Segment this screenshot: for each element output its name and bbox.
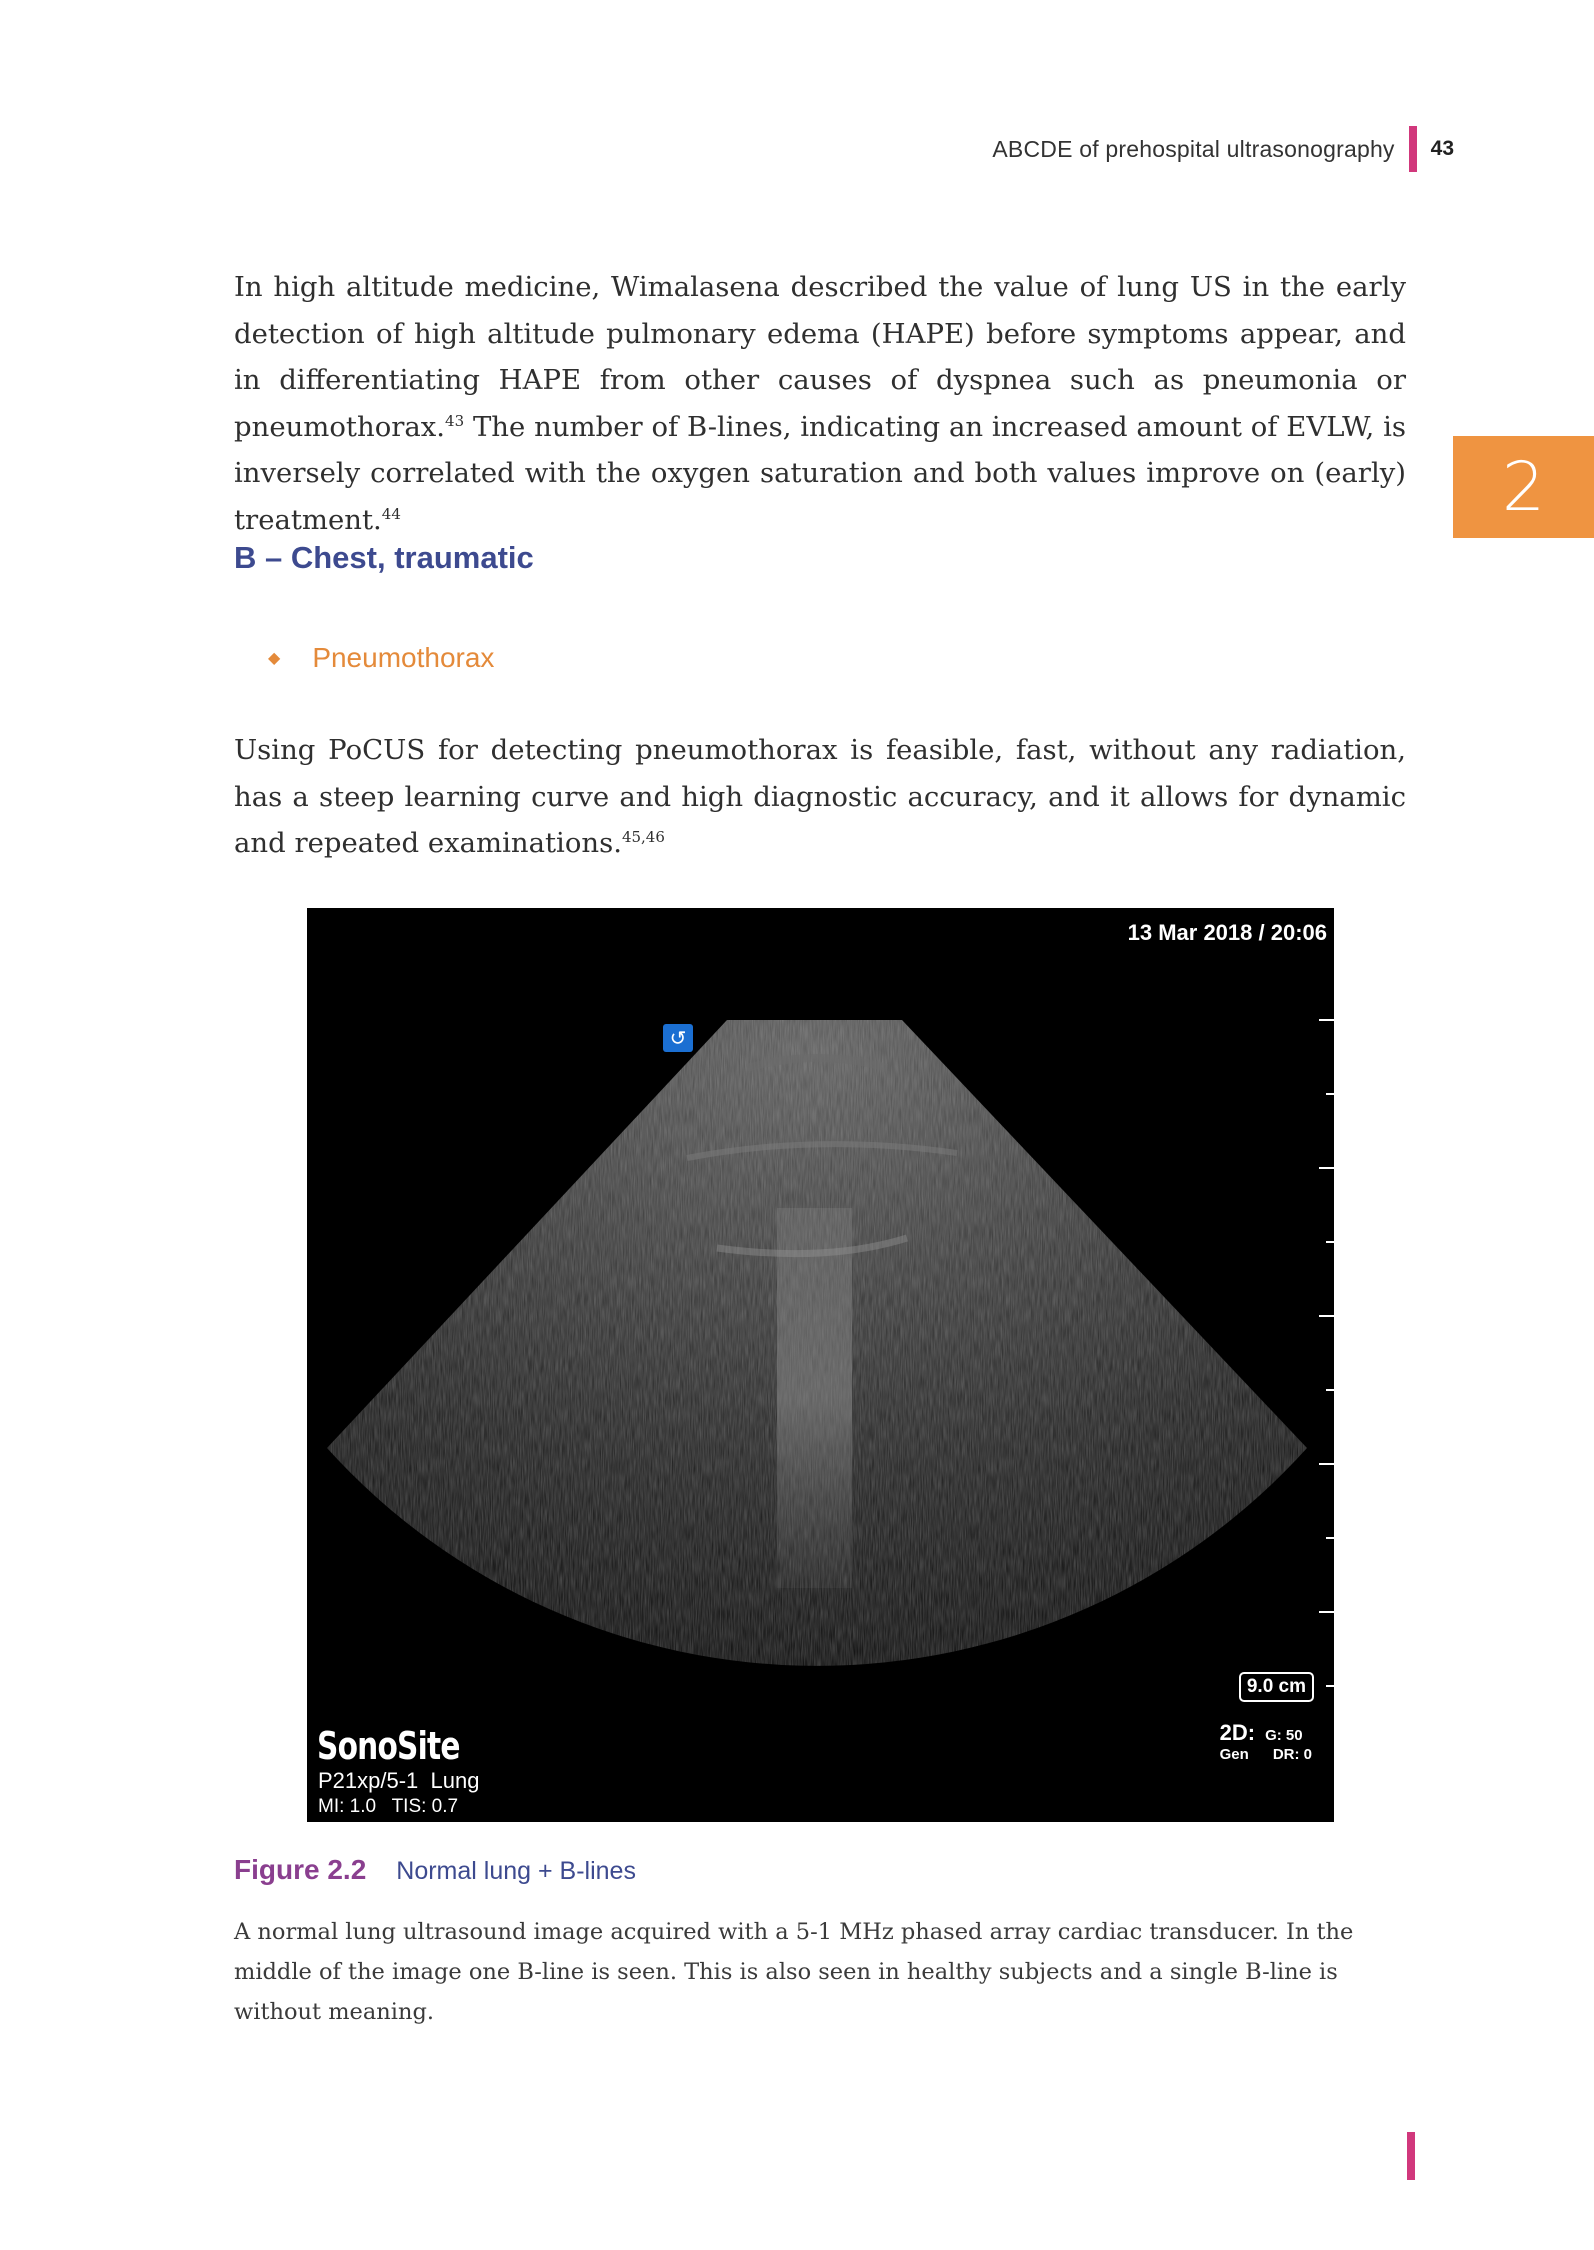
paragraph-text: Using PoCUS for detecting pneumothorax is feasible, fast, without any radiation, has a steep learning curve and high diagnostic accuracy, and it allows for dynamic and repeated examinations.: [234, 734, 1406, 859]
preset-label: Gen: [1219, 1746, 1249, 1763]
mode-label: 2D:: [1219, 1720, 1256, 1745]
b-line: [777, 1208, 852, 1588]
safety-indices: MI: 1.0 TIS: 0.7: [318, 1796, 459, 1817]
mode-settings: [1220, 1720, 1312, 1763]
figure-title: Normal lung + B-lines: [396, 1857, 636, 1885]
section-heading: B – Chest, traumatic: [234, 540, 534, 575]
figure-description: A normal lung ultrasound image acquired with a 5-1 MHz phased array cardiac transducer. In the middle of the image one B-line is seen. This is also seen in healthy subjects and a single B-line is without meaning.: [234, 1919, 1354, 2025]
brand-logo: SonoSite: [317, 1724, 460, 1768]
depth-scale: [1319, 1020, 1334, 1686]
paragraph-text: In high altitude medicine, Wimalasena described the value of lung US in the early detection of high altitude pulmonary edema (HAPE) before symptoms appear, and in differentiating HAPE from other causes of dyspnea such as pneumonia or pneumothorax.: [234, 271, 1406, 443]
paragraph-high-altitude: [234, 264, 1406, 543]
figure-label: Figure 2.2: [234, 1854, 367, 1885]
reference-superscript: 45,46: [621, 827, 665, 846]
gain-label: G: 50: [1265, 1727, 1303, 1744]
orientation-marker-icon: ↺: [663, 1024, 693, 1052]
header-accent-bar: [1409, 126, 1417, 172]
ultrasound-image: [307, 908, 1334, 1822]
reference-superscript: 43: [445, 411, 465, 430]
probe-label: P21xp/5-1 Lung: [318, 1768, 480, 1793]
dynamic-range-label: DR: 0: [1272, 1746, 1312, 1763]
paragraph-pocus: [234, 727, 1406, 867]
bullet-label: Pneumothorax: [312, 642, 495, 673]
depth-label: 9.0 cm: [1239, 1672, 1314, 1702]
scan-datetime: 13 Mar 2018 / 20:06: [1127, 920, 1327, 945]
diamond-bullet-icon: ◆: [268, 650, 281, 667]
reference-superscript: 44: [381, 504, 401, 523]
bullet-item: [268, 642, 494, 674]
chapter-tab: 2: [1453, 436, 1594, 538]
running-head: [992, 128, 1454, 170]
running-title: ABCDE of prehospital ultrasonography: [992, 135, 1395, 162]
paragraph-text: The number of B-lines, indicating an increased amount of EVLW, is inversely correlated with the oxygen saturation and both values improve on (early) treatment.: [234, 410, 1406, 536]
ultrasound-scan-graphic: [307, 908, 1334, 1822]
figure-caption: [234, 1854, 636, 1886]
page-number: 43: [1430, 137, 1454, 160]
footer-accent-bar: [1407, 2132, 1415, 2180]
